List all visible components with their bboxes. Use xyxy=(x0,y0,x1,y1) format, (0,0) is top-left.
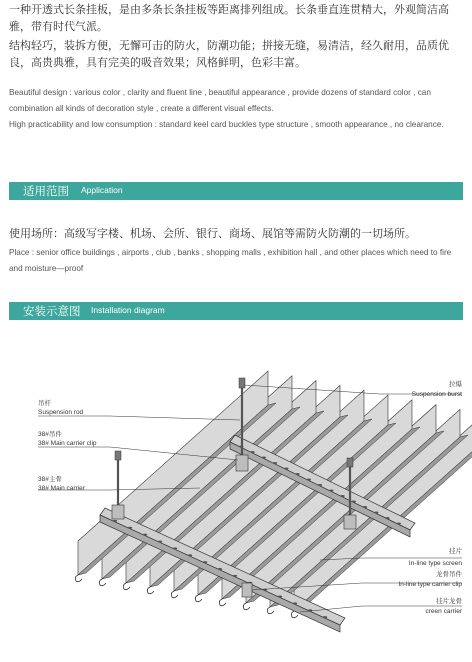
suspension-burst xyxy=(115,451,121,460)
suspension-burst xyxy=(239,378,245,388)
label-main-clip-zh: 38#吊件 xyxy=(38,431,62,438)
rail-slot xyxy=(250,451,254,453)
main-carrier-clip xyxy=(236,455,248,471)
rail-slot xyxy=(352,501,356,503)
rail-slot xyxy=(128,527,132,529)
rail-slot xyxy=(278,596,282,598)
intro-en-paragraph-2: High practicability and low consumption : standard keel card buckles type structure , smooth appearance , no clearance. xyxy=(9,120,444,129)
label-screen-carrier-en: creen carrier xyxy=(425,608,462,615)
rail-slot xyxy=(385,517,389,519)
rail-slot xyxy=(363,506,367,508)
installation-heading-bar xyxy=(9,302,463,320)
rail-slot xyxy=(397,523,401,525)
application-title-en: Application xyxy=(81,185,123,195)
rail-slot xyxy=(284,468,288,470)
label-screen-clip-zh: 龙骨吊件 xyxy=(436,571,462,578)
strip-edge xyxy=(195,595,202,602)
label-suspension-burst-zh: 拉爆 xyxy=(449,381,462,388)
rail-slot xyxy=(143,534,147,536)
application-title-zh: 适用范围 xyxy=(23,184,69,198)
rail-slot xyxy=(262,457,266,459)
strip-edge xyxy=(243,603,250,610)
strip-edge xyxy=(75,575,82,582)
rail-slot xyxy=(203,561,207,563)
label-suspension-rod-en: Suspension rod xyxy=(38,409,84,416)
label-screen-carrier-zh: 挂片龙骨 xyxy=(436,598,462,605)
rail-slot xyxy=(340,495,344,497)
rail-slot xyxy=(233,575,237,577)
installation-title-en: Installation diagram xyxy=(91,305,165,315)
rail-slot xyxy=(307,479,311,481)
application-heading-bar xyxy=(9,182,463,200)
application-zh-text: 使用场所：高级写字楼、机场、会所、银行、商场、展馆等需防火防潮的一切场所。 xyxy=(9,227,416,240)
strip-edge xyxy=(147,587,154,594)
main-carrier-clip xyxy=(344,515,356,529)
rail-slot xyxy=(218,568,222,570)
rail-slot xyxy=(329,490,333,492)
strip-edge xyxy=(171,591,178,598)
rail-slot xyxy=(295,473,299,475)
strip-edge xyxy=(219,599,226,606)
rail-slot xyxy=(374,512,378,514)
rail-slot xyxy=(113,520,117,522)
rail-slot xyxy=(318,484,322,486)
strip-edge xyxy=(123,583,130,590)
installation-title-zh: 安装示意图 xyxy=(23,304,81,318)
label-main-carrier-zh: 38#主骨 xyxy=(38,476,62,483)
carrier-clip xyxy=(242,583,252,597)
strip-edge xyxy=(99,579,106,586)
label-screen-zh: 挂片 xyxy=(449,548,462,555)
strip-edge xyxy=(267,607,274,614)
rail-slot xyxy=(173,547,177,549)
installation-diagram xyxy=(0,360,472,660)
intro-en-paragraph-1: Beautiful design : various color , clarity and fluent line , beautiful appearance , provide dozens of standard color , can combination all kinds of decoration style , create a different visual effects. xyxy=(9,88,431,113)
label-suspension-rod-zh: 吊杆 xyxy=(38,400,51,407)
label-main-clip-en: 38# Main carrier clip xyxy=(38,440,97,447)
label-suspension-burst-en: Suspension burst xyxy=(411,391,462,398)
rail-slot xyxy=(158,541,162,543)
label-screen-clip-en: In-line type carrier clip xyxy=(398,581,462,588)
rail-slot xyxy=(188,554,192,556)
main-carrier-clip xyxy=(112,505,124,519)
suspension-burst xyxy=(347,458,353,467)
rail-slot xyxy=(323,616,327,618)
rail-slot xyxy=(273,462,277,464)
intro-zh-paragraph-2: 结构轻巧，装拆方便，无懈可击的防火，防潮功能；拼接无缝，易清洁，经久耐用，品质优良，高贵典雅，具有完美的吸音效果；风格鲜明，色彩丰富。 xyxy=(9,39,449,69)
label-screen-en: In-line type screen xyxy=(408,560,462,567)
rail-slot xyxy=(293,602,297,604)
intro-zh-paragraph-1: 一种开透式长条挂板，是由多条长条挂板等距离排列组成。长条垂直连贯精大，外观简洁高雅，带有时代气派。 xyxy=(9,3,449,33)
label-main-carrier-en: 38# Main carrier xyxy=(38,485,85,492)
application-en-text: Place : senior office buildings , airports , club , banks , shopping malls , exhibition hall , and other places which need to fire and moisture—proof xyxy=(9,248,452,273)
